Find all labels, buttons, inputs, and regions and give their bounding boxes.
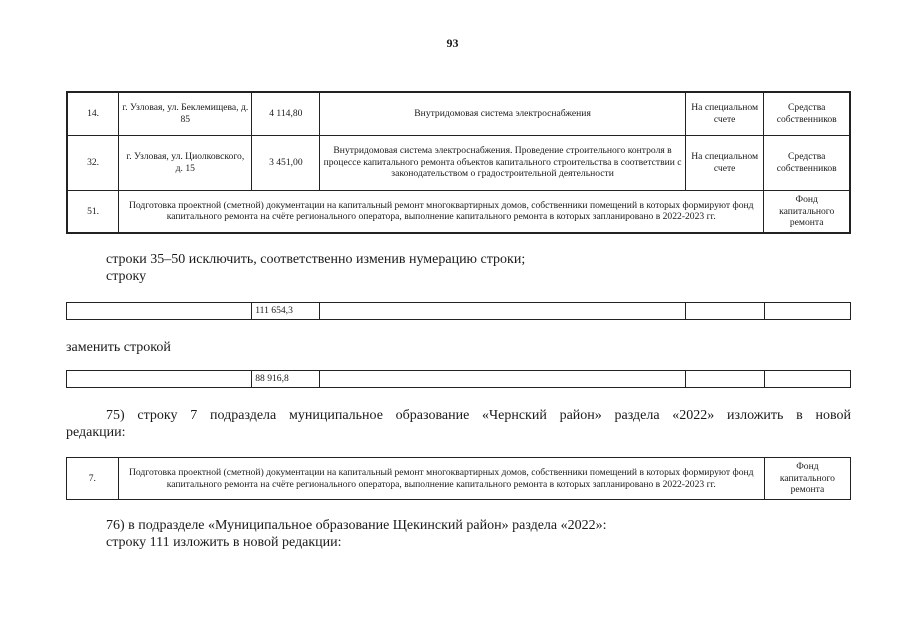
empty-cell: [320, 303, 686, 320]
empty-cell: [67, 303, 252, 320]
empty-cell: [686, 303, 765, 320]
row-number: 32.: [67, 135, 119, 190]
empty-cell: [686, 371, 765, 388]
row-source: Фонд капитального ремонта: [764, 190, 850, 233]
empty-cell: [764, 371, 850, 388]
row-address: г. Узловая, ул. Беклемищева, д. 85: [119, 92, 252, 135]
paragraph-item-75: [66, 407, 851, 441]
row-account: На специальном счете: [685, 92, 764, 135]
row-work: Внутридомовая система электроснабжения: [320, 92, 686, 135]
row-number: 7.: [67, 458, 119, 500]
table-row: [67, 190, 850, 233]
paragraph-line: строку 111 изложить в новой редакции:: [106, 535, 342, 550]
paragraph-line: строку: [106, 269, 147, 284]
paragraph-line: строки 35–50 исключить, соответственно изменив нумерацию строки;: [106, 252, 526, 267]
total-row-new: [66, 370, 851, 388]
row-number: 14.: [67, 92, 119, 135]
paragraph-line: редакции:: [66, 425, 126, 440]
row-source: Средства собственников: [764, 92, 850, 135]
table-row: [67, 303, 851, 320]
row-source: Средства собственников: [764, 135, 850, 190]
paragraph-item-76: [106, 517, 607, 551]
row-source: Фонд капитального ремонта: [764, 458, 850, 500]
page-number: 93: [446, 36, 459, 50]
capital-repair-table: [66, 91, 851, 234]
empty-cell: [67, 371, 252, 388]
row-number: 51.: [67, 190, 119, 233]
table-row: [67, 135, 850, 190]
row-work: Внутридомовая система электроснабжения. Проведение строительного контроля в процессе капитального ремонта объектов капитального строительства в соответствии с законодательством о градостроительной деятельности: [320, 135, 686, 190]
row-sum: 4 114,80: [252, 92, 320, 135]
table-row: [67, 371, 851, 388]
chernsky-row-table: [66, 457, 851, 500]
empty-cell: [320, 371, 686, 388]
paragraph-replace: заменить строкой: [66, 340, 171, 355]
paragraph-line: 75) строку 7 подраздела муниципальное образование «Чернский район» раздела «2022» изложить в новой: [106, 408, 851, 423]
row-sum: 111 654,3: [252, 303, 320, 320]
row-sum: 3 451,00: [252, 135, 320, 190]
row-account: На специальном счете: [685, 135, 764, 190]
table-row: [67, 458, 851, 500]
paragraph-exclude-rows: [106, 251, 525, 285]
row-sum: 88 916,8: [252, 371, 320, 388]
paragraph-line: 76) в подразделе «Муниципальное образование Щекинский район» раздела «2022»:: [106, 518, 607, 533]
row-address: г. Узловая, ул. Циолковского, д. 15: [119, 135, 252, 190]
empty-cell: [764, 303, 850, 320]
total-row-old: [66, 302, 851, 320]
table-row: [67, 92, 850, 135]
row-work: Подготовка проектной (сметной) документации на капитальный ремонт многоквартирных домов, собственники помещений в которых формируют фонд капитального ремонта на счёте регионального оператора, выполнение капитального ремонта в которых запланировано в 2022-2023 гг.: [118, 458, 764, 500]
row-work: Подготовка проектной (сметной) документации на капитальный ремонт многоквартирных домов, собственники помещений в которых формируют фонд капитального ремонта на счёте регионального оператора, выполнение капитального ремонта в которых запланировано в 2022-2023 гг.: [119, 190, 764, 233]
